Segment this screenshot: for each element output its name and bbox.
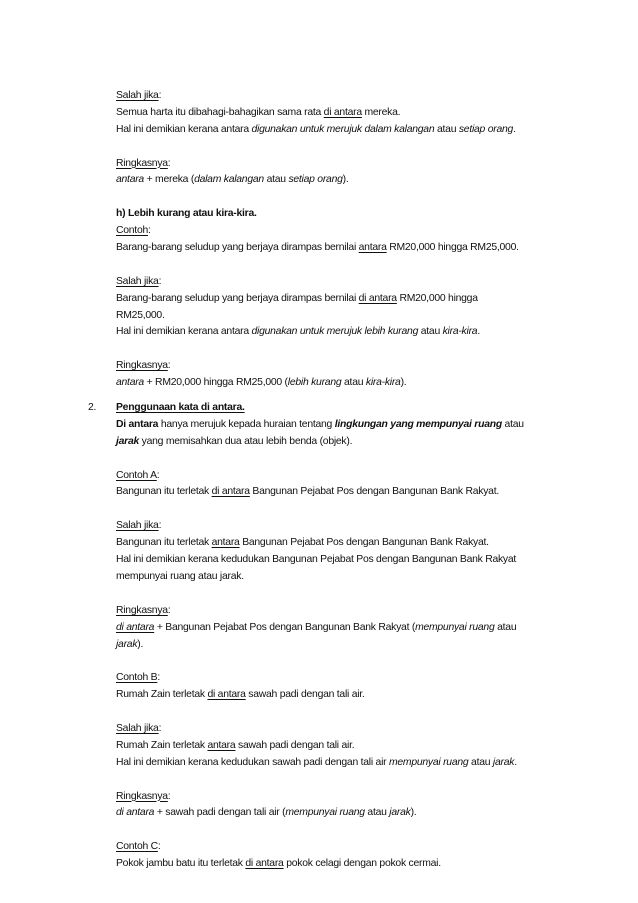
contoh-line: Bangunan itu terletak di antara Bangunan Pejabat Pos dengan Bangunan Bank Rakyat. (116, 486, 499, 498)
salah-jika-heading: Salah jika: (116, 90, 162, 101)
salah-jika-heading: Salah jika: (116, 520, 162, 532)
explanation-line: Hal ini demikian kerana antara digunakan untuk merujuk dalam kalangan atau setiap orang. (116, 123, 516, 135)
ringkasnya-heading: Ringkasnya: (116, 790, 171, 802)
ringkasnya-heading: Ringkasnya: (116, 157, 171, 169)
salah-jika-line: Bangunan itu terletak antara Bangunan Pejabat Pos dengan Bangunan Bank Rakyat. (116, 537, 489, 549)
salah-jika-line: RM25,000. (116, 309, 165, 321)
ringkasnya-heading: Ringkasnya: (116, 604, 171, 616)
ringkasnya-heading: Ringkasnya: (116, 360, 171, 372)
ringkasnya-line: di antara + sawah padi dengan tali air (mempunyai ruang atau jarak). (116, 807, 417, 819)
contoh-line: Barang-barang seludup yang berjaya dirampas bernilai antara RM20,000 hingga RM25,000. (116, 242, 519, 254)
definition-line: Di antara hanya merujuk kepada huraian tentang lingkungan yang mempunyai ruang atau (116, 418, 524, 430)
contoh-line: Rumah Zain terletak di antara sawah padi dengan tali air. (116, 689, 365, 701)
contoh-b-heading: Contoh B: (116, 672, 160, 684)
list-number: 2. (88, 402, 97, 414)
document-body (88, 88, 586, 873)
section-2-heading: 2. Penggunaan kata di antara. (116, 400, 586, 417)
ringkasnya-line: antara + mereka (dalam kalangan atau setiap orang). (116, 174, 349, 186)
salah-jika-line: Rumah Zain terletak antara sawah padi dengan tali air. (116, 739, 355, 751)
salah-jika-heading: Salah jika: (116, 722, 162, 734)
contoh-a-heading: Contoh A: (116, 469, 160, 481)
ringkasnya-line: jarak). (116, 638, 144, 650)
salah-jika-line: Barang-barang seludup yang berjaya dirampas bernilai di antara RM20,000 hingga (116, 292, 478, 304)
ringkasnya-line: di antara + Bangunan Pejabat Pos dengan Bangunan Bank Rakyat (mempunyai ruang atau (116, 621, 517, 633)
section-h-heading: h) Lebih kurang atau kira-kira. (116, 208, 257, 220)
contoh-c-heading: Contoh C: (116, 841, 161, 853)
explanation-line: Hal ini demikian kerana kedudukan Bangunan Pejabat Pos dengan Bangunan Bank Rakyat (116, 554, 517, 566)
explanation-line: Hal ini demikian kerana kedudukan sawah padi dengan tali air mempunyai ruang atau jarak. (116, 756, 517, 768)
definition-line: jarak yang memisahkan dua atau lebih benda (objek). (116, 435, 353, 447)
salah-jika-heading: Salah jika: (116, 275, 162, 287)
contoh-heading: Contoh: (116, 225, 151, 237)
explanation-line: Hal ini demikian kerana antara digunakan untuk merujuk lebih kurang atau kira-kira. (116, 326, 480, 338)
explanation-line: mempunyai ruang atau jarak. (116, 570, 244, 582)
contoh-line: Pokok jambu batu itu terletak di antara pokok celagi dengan pokok cermai. (116, 858, 441, 870)
ringkasnya-line: antara + RM20,000 hingga RM25,000 (lebih kurang atau kira-kira). (116, 377, 407, 389)
salah-jika-line: Semua harta itu dibahagi-bahagikan sama rata di antara mereka. (116, 106, 401, 118)
